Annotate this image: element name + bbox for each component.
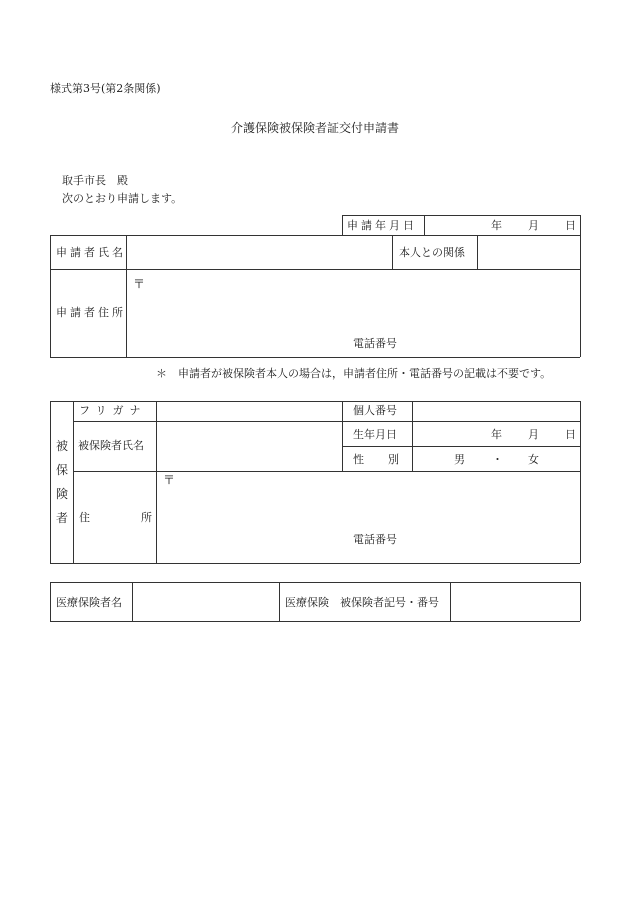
gender-separator: ・ xyxy=(492,453,503,466)
insurer-name-field[interactable] xyxy=(136,586,275,617)
birth-month-field[interactable] xyxy=(503,424,525,443)
birth-year-field[interactable] xyxy=(420,424,486,443)
application-date-label: 申請年月日 xyxy=(347,219,417,232)
application-year-field[interactable] xyxy=(430,217,480,233)
personal-number-field[interactable] xyxy=(416,403,576,419)
insured-phone-field[interactable] xyxy=(408,530,574,548)
insured-name-label: 被保険者氏名 xyxy=(78,439,144,452)
note-text: ＊ 申請者が被保険者本人の場合は，申請者住所・電話番号の記載は不要です。 xyxy=(156,367,552,380)
gender-female-option[interactable]: 女 xyxy=(528,453,539,466)
birth-day-field[interactable] xyxy=(540,424,562,443)
application-month-field[interactable] xyxy=(503,217,525,233)
applicant-phone-label: 電話番号 xyxy=(353,337,397,350)
applicant-address-label: 申請者住所 xyxy=(56,306,126,319)
addressee: 取手市長 殿 xyxy=(62,174,128,187)
insured-side-label-3: 険 xyxy=(56,487,69,501)
birth-day-unit: 日 xyxy=(565,428,576,441)
applicant-name-field[interactable] xyxy=(130,238,388,266)
insured-address-label-1: 住 xyxy=(79,511,90,524)
insured-name-field[interactable] xyxy=(160,424,338,468)
insured-number-label: 医療保険 被保険者記号・番号 xyxy=(285,596,439,609)
intro-text: 次のとおり申請します。 xyxy=(62,192,183,205)
postal-mark: 〒 xyxy=(133,277,146,291)
page-title: 介護保険被保険者証交付申請書 xyxy=(231,121,400,135)
birth-year-unit: 年 xyxy=(491,428,502,441)
furigana-label: フリガナ xyxy=(79,404,147,417)
insurer-name-label: 医療保険者名 xyxy=(56,596,122,609)
birth-month-unit: 月 xyxy=(528,428,539,441)
insured-address-label-2: 所 xyxy=(141,511,152,524)
insured-side-label-1: 被 xyxy=(56,439,69,453)
applicant-name-label: 申請者氏名 xyxy=(56,246,126,259)
insured-side-label-4: 者 xyxy=(56,511,69,525)
date-month-unit: 月 xyxy=(528,219,539,232)
applicant-address-field[interactable] xyxy=(146,274,574,330)
insured-side-label-2: 保 xyxy=(56,463,69,477)
relation-field[interactable] xyxy=(481,238,576,266)
birthdate-label: 生年月日 xyxy=(353,428,397,441)
applicant-phone-field[interactable] xyxy=(408,334,574,352)
personal-number-label: 個人番号 xyxy=(353,404,397,417)
relation-label: 本人との関係 xyxy=(399,246,465,259)
insured-number-field[interactable] xyxy=(454,586,576,617)
application-day-field[interactable] xyxy=(540,217,562,233)
gender-male-option[interactable]: 男 xyxy=(454,453,465,466)
insured-address-field[interactable] xyxy=(178,475,574,525)
date-day-unit: 日 xyxy=(565,219,576,232)
insured-postal-mark: 〒 xyxy=(163,473,176,487)
insured-phone-label: 電話番号 xyxy=(353,533,397,546)
furigana-field[interactable] xyxy=(160,403,338,419)
date-year-unit: 年 xyxy=(491,219,502,232)
gender-label-1: 性 xyxy=(353,453,364,466)
gender-label-2: 別 xyxy=(388,453,399,466)
form-number: 様式第3号(第2条関係) xyxy=(50,82,161,95)
